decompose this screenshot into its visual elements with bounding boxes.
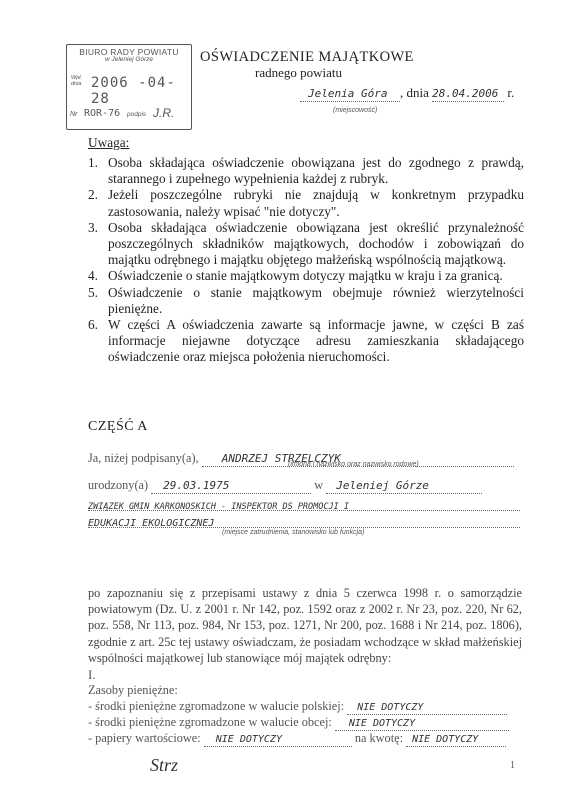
employer-caption: (miejsce zatrudnienia, stanowisko lub funkcja): [222, 529, 365, 536]
footer-signature: Strz: [150, 755, 179, 775]
born-date-value: 29.03.1975: [163, 479, 230, 492]
declaration-paragraph: po zapoznaniu się z przepisami ustawy z dnia 5 czerwca 1998 r. o samorządzie powiatowym (Dz. U. z 2001 r. Nr 142, poz. 1592 oraz z 2002 r. Nr 23, poz. 220, Nr 62, poz. 558, Nr 113, poz. 984, Nr 153, poz. 1271, Nr 200, poz. 1688 i Nr 214, poz. 1806), zgodnie z art. 25c tej ustawy oświadczam, że posiadam wchodzące w skład małżeńskiej wspólności majątkowej lub stanowiące mój majątek odrębny:: [88, 586, 522, 665]
list-item: 1. Osoba składająca oświadczenie obowiązana jest do zgodnego z prawdą, starannego i zupełnego wypełnienia każdej z rubryk.: [88, 155, 524, 187]
notes-list: [88, 155, 524, 366]
list-item: 4. Oświadczenie o stanie majątkowym dotyczy majątku w kraju i za granicą.: [88, 268, 503, 284]
notes-heading: Uwaga:: [88, 135, 130, 150]
document-subtitle: radnego powiatu: [255, 65, 343, 80]
list-item: 5. Oświadczenie o stanie majątkowym obejmuje również wierzytelności pieniężne.: [88, 284, 524, 316]
name-caption: (imiona i nazwisko oraz nazwisko rodowe): [288, 461, 419, 468]
name-label: Ja, niżej podpisany(a),: [88, 451, 199, 465]
stamp-signature-label: podpis: [127, 111, 147, 118]
stamp-nr-label: Nr: [70, 111, 78, 118]
place-date-line: [300, 85, 514, 102]
part-a-heading: CZĘŚĆ A: [88, 419, 148, 434]
stamp-signature: J.R.: [153, 106, 175, 120]
securities-line: [88, 731, 506, 747]
place-caption: (miejscowość): [333, 107, 378, 114]
date-separator: , dnia: [400, 85, 429, 100]
securities-amount-value: NIE DOTYCZY: [412, 734, 479, 745]
cash-foreign-line: [88, 715, 509, 731]
born-place-value: Jeleniej Górze: [336, 479, 429, 492]
stamp-received-label: Wpł. dnia: [71, 75, 82, 87]
date-value: 28.04.2006: [432, 87, 499, 100]
employer-line-1: [88, 496, 520, 511]
born-in-label: w: [314, 478, 324, 492]
cash-pln-value: NIE DOTYCZY: [357, 702, 424, 713]
employer-value-2: EDUKACJI EKOLOGICZNEJ: [88, 518, 215, 529]
cash-pln-line: [88, 699, 507, 715]
date-suffix: r.: [507, 85, 515, 100]
section-numeral: I.: [88, 667, 96, 682]
stamp-office-city: w Jeleniej Górze: [104, 56, 154, 63]
cash-foreign-label: - środki pieniężne zgromadzone w walucie obcej:: [88, 715, 332, 729]
document-title: OŚWIADCZENIE MAJĄTKOWE: [200, 49, 414, 65]
list-item: 2. Jeżeli poszczególne rubryki nie znajdują w konkretnym przypadku zastosowania, należy wpisać "nie dotyczy".: [88, 187, 524, 219]
cash-foreign-value: NIE DOTYCZY: [348, 718, 416, 729]
stamp-office-name: BIURO RADY POWIATU: [79, 47, 179, 57]
securities-amount-label: na kwotę:: [354, 731, 403, 745]
securities-label: - papiery wartościowe:: [88, 731, 201, 745]
employer-value-1: ZWIĄZEK GMIN KARKONOSKICH - INSPEKTOR DS PROMOCJI I: [88, 502, 349, 512]
page-number: 1: [510, 760, 515, 771]
securities-value: NIE DOTYCZY: [215, 734, 282, 745]
birth-line: [88, 478, 482, 494]
born-label: urodzony(a): [88, 478, 149, 492]
stamp-nr-value: ROR-76: [84, 108, 121, 119]
place-value: Jelenia Góra: [308, 87, 388, 100]
stamp-date: 2006 -04- 28: [91, 75, 176, 107]
list-item: 6. W części A oświadczenia zawarte są informacje jawne, w części B zaś informacje niejawne dotyczące adresu zamieszkania składającego oświadczenie oraz miejsca położenia nieruchomości.: [88, 317, 524, 365]
cash-pln-label: - środki pieniężne zgromadzone w walucie polskiej:: [88, 699, 345, 713]
list-item: 3. Osoba składająca oświadczenie obowiązana jest określić przynależność poszczególnych składników majątkowych, dochodów i zobowiązań do majątku odrębnego i majątku objętego małżeńską wspólnością majątkową.: [88, 219, 524, 268]
registration-stamp: [66, 44, 192, 130]
section-title: Zasoby pieniężne:: [88, 683, 178, 697]
name-value: ANDRZEJ STRZELCZYK: [221, 452, 341, 465]
employer-line-2: [88, 513, 520, 528]
